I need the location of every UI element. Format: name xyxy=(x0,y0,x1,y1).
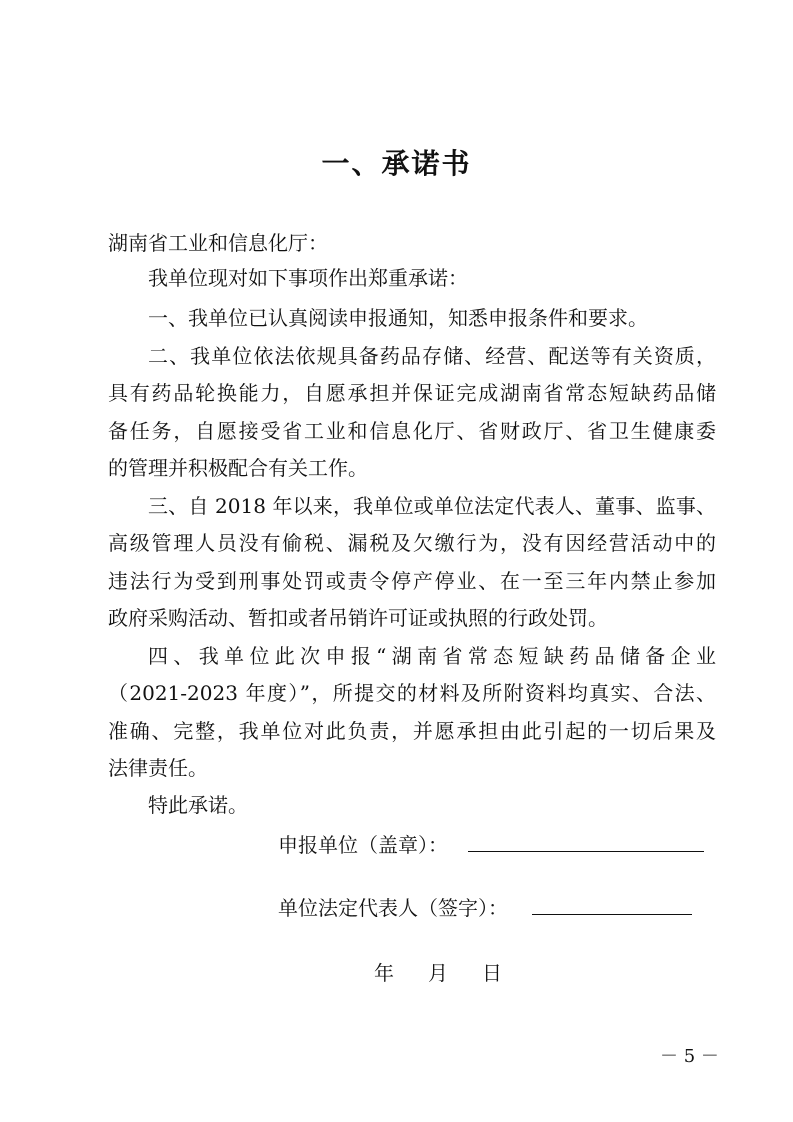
paragraph-item2-line: 的管理并积极配合有关工作。 xyxy=(108,456,368,480)
paragraph-item4-line: （2021-2023 年度）”，所提交的材料及所附资料均真实、合法、 xyxy=(108,681,716,705)
paragraph-item3-line: 高级管理人员没有偷税、漏税及欠缴行为，没有因经营活动中的 xyxy=(108,531,716,555)
unit-seal-line xyxy=(468,851,704,852)
paragraph-item3-line: 政府采购活动、暂扣或者吊销许可证或执照的行政处罚。 xyxy=(108,606,608,630)
paragraph-item4-line: 准确、完整，我单位对此负责，并愿承担由此引起的一切后果及 xyxy=(108,719,716,743)
date-day: 日 xyxy=(482,961,502,985)
legal-rep-signature-line xyxy=(532,914,692,915)
paragraph-item3-line: 违法行为受到刑事处罚或责令停产停业、在一至三年内禁止参加 xyxy=(108,569,716,593)
paragraph-item3-line: 三、自 2018 年以来，我单位或单位法定代表人、董事、监事、 xyxy=(148,494,716,518)
paragraph-intro: 我单位现对如下事项作出郑重承诺： xyxy=(148,266,468,290)
legal-rep-label: 单位法定代表人（签字）： xyxy=(278,896,508,920)
page-title: 一、承诺书 xyxy=(321,147,472,180)
paragraph-item4-line: 法律责任。 xyxy=(108,756,208,780)
paragraph-item2-line: 二、我单位依法依规具备药品存储、经营、配送等有关资质， xyxy=(148,344,716,368)
paragraph-closing: 特此承诺。 xyxy=(148,793,248,817)
paragraph-item2-line: 具有药品轮换能力，自愿承担并保证完成湖南省常态短缺药品储 xyxy=(108,381,716,405)
paragraph-item2-line: 备任务，自愿接受省工业和信息化厅、省财政厅、省卫生健康委 xyxy=(108,419,716,443)
addressee: 湖南省工业和信息化厅： xyxy=(108,231,328,255)
page-number: － 5 － xyxy=(660,1046,719,1067)
paragraph-item4-line: 四、我单位此次申报“湖南省常态短缺药品储备企业 xyxy=(148,644,716,668)
unit-seal-label: 申报单位（盖章）： xyxy=(278,833,448,857)
date-year: 年 xyxy=(374,961,394,985)
paragraph-item1: 一、我单位已认真阅读申报通知，知悉申报条件和要求。 xyxy=(148,306,648,330)
date-month: 月 xyxy=(428,961,448,985)
